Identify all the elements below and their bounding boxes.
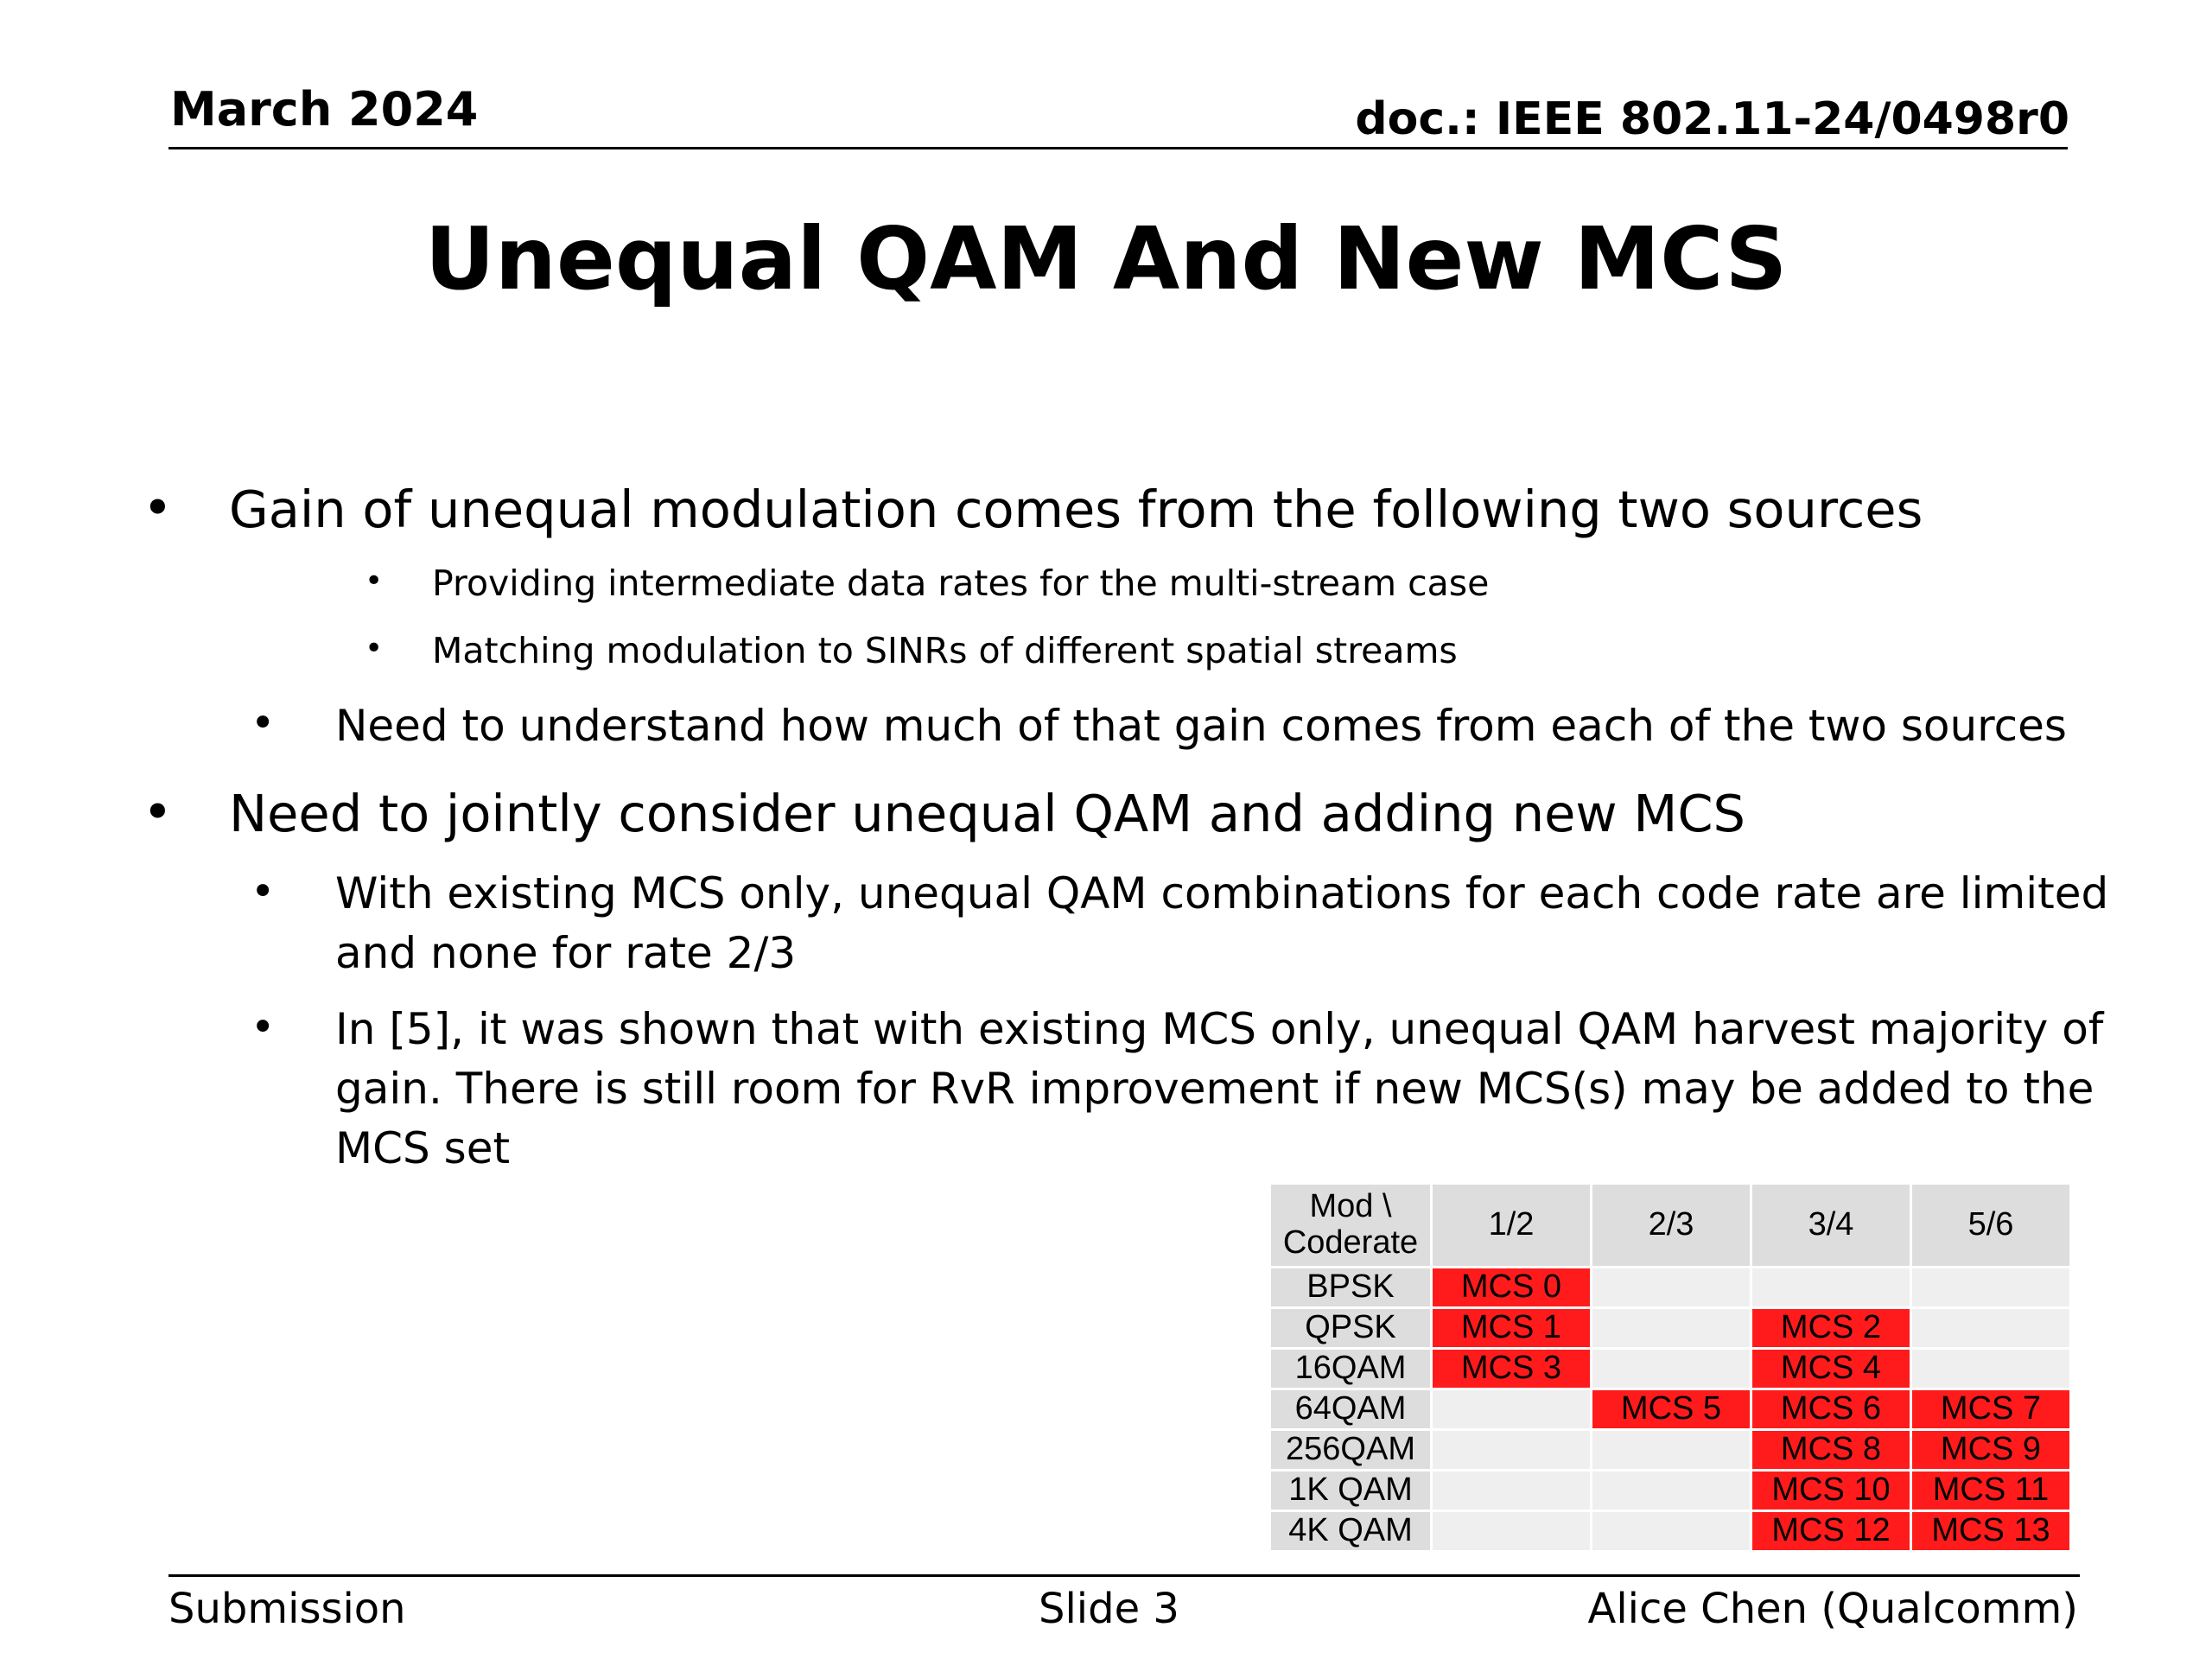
empty-cell [1592, 1511, 1751, 1552]
mcs-cell: MCS 6 [1751, 1389, 1911, 1430]
empty-cell [1911, 1308, 2071, 1349]
bullet-marker: • [251, 1003, 276, 1052]
mcs-cell: MCS 10 [1751, 1471, 1911, 1511]
mcs-cell: MCS 0 [1432, 1268, 1592, 1308]
mcs-cell: MCS 11 [1911, 1471, 2071, 1511]
sub-bullet-intermediate-rates [365, 563, 1490, 604]
footer-author: Alice Chen (Qualcomm) [1587, 1585, 2078, 1633]
empty-cell [1911, 1349, 2071, 1389]
mcs-table-row [1270, 1471, 2071, 1511]
mcs-cell: MCS 1 [1432, 1308, 1592, 1349]
mcs-cell: MCS 4 [1751, 1349, 1911, 1389]
slide-title: Unequal QAM And New MCS [424, 208, 1788, 309]
column-header: 5/6 [1911, 1184, 2071, 1268]
bullet-marker: • [143, 782, 173, 842]
empty-cell [1432, 1511, 1592, 1552]
sub-bullet-matching-sinr [365, 630, 1458, 671]
mcs-table-header-row [1270, 1184, 2071, 1268]
empty-cell [1432, 1430, 1592, 1471]
bullet-text-line: MCS set [335, 1123, 511, 1173]
bullet-marker: • [251, 699, 276, 747]
mcs-table-corner [1270, 1184, 1432, 1268]
header-date: March 2024 [170, 82, 479, 137]
empty-cell [1432, 1471, 1592, 1511]
mcs-table-row [1270, 1511, 2071, 1552]
bullet-understand-gain [251, 699, 2067, 751]
bullet-text: Need to jointly consider unequal QAM and adding new MCS [229, 784, 1745, 843]
bullet-text-line: In [5], it was shown that with existing MCS only, unequal QAM harvest majority of [335, 1004, 2104, 1054]
mcs-table-row [1270, 1389, 2071, 1430]
empty-cell [1911, 1268, 2071, 1308]
corner-label-line: Coderate [1282, 1224, 1419, 1261]
bullet-text: Gain of unequal modulation comes from the following two sources [229, 480, 1923, 539]
bullet-marker: • [143, 478, 173, 537]
empty-cell [1751, 1268, 1911, 1308]
mcs-cell: MCS 8 [1751, 1430, 1911, 1471]
mcs-table-row [1270, 1430, 2071, 1471]
footer-divider [168, 1574, 2080, 1577]
bullet-text-line: With existing MCS only, unequal QAM combinations for each code rate are limited [335, 868, 2109, 918]
row-header-modulation: BPSK [1270, 1268, 1432, 1308]
row-header-modulation: 64QAM [1270, 1389, 1432, 1430]
row-header-modulation: 256QAM [1270, 1430, 1432, 1471]
row-header-modulation: 4K QAM [1270, 1511, 1432, 1552]
mcs-cell: MCS 3 [1432, 1349, 1592, 1389]
empty-cell [1592, 1308, 1751, 1349]
bullet-text: Need to understand how much of that gain comes from each of the two sources [335, 701, 2067, 751]
empty-cell [1592, 1471, 1751, 1511]
bullet-marker: • [251, 868, 276, 916]
empty-cell [1592, 1430, 1751, 1471]
bullet-text: Matching modulation to SINRs of different spatial streams [432, 630, 1458, 671]
column-header: 3/4 [1751, 1184, 1911, 1268]
column-header: 2/3 [1592, 1184, 1751, 1268]
bullet-existing-mcs-limited [251, 864, 2109, 983]
bullet-text-line: and none for rate 2/3 [335, 928, 797, 978]
mcs-cell: MCS 9 [1911, 1430, 2071, 1471]
empty-cell [1592, 1349, 1751, 1389]
mcs-table [1268, 1182, 2072, 1553]
empty-cell [1432, 1389, 1592, 1430]
row-header-modulation: QPSK [1270, 1308, 1432, 1349]
mcs-table-row [1270, 1308, 2071, 1349]
empty-cell [1592, 1268, 1751, 1308]
mcs-table-row [1270, 1349, 2071, 1389]
row-header-modulation: 1K QAM [1270, 1471, 1432, 1511]
bullet-gain-sources [143, 478, 1923, 539]
bullet-marker: • [365, 563, 384, 599]
mcs-cell: MCS 2 [1751, 1308, 1911, 1349]
mcs-table-row [1270, 1268, 2071, 1308]
bullet-joint-consideration [143, 782, 1745, 843]
bullet-text: Providing intermediate data rates for the multi-stream case [432, 563, 1490, 604]
mcs-cell: MCS 12 [1751, 1511, 1911, 1552]
mcs-table-body [1270, 1184, 2071, 1552]
bullet-text-line: gain. There is still room for RvR improvement if new MCS(s) may be added to the [335, 1064, 2094, 1114]
column-header: 1/2 [1432, 1184, 1592, 1268]
mcs-cell: MCS 13 [1911, 1511, 2071, 1552]
bullet-marker: • [365, 631, 384, 666]
corner-label-line: Mod \ [1309, 1188, 1392, 1225]
bullet-reference-5 [251, 1000, 2104, 1179]
footer-submission: Submission [168, 1585, 406, 1633]
header-doc-id: doc.: IEEE 802.11-24/0498r0 [1355, 93, 2069, 145]
row-header-modulation: 16QAM [1270, 1349, 1432, 1389]
mcs-cell: MCS 5 [1592, 1389, 1751, 1430]
footer-slide-number: Slide 3 [1039, 1585, 1179, 1633]
mcs-cell: MCS 7 [1911, 1389, 2071, 1430]
header-divider [168, 147, 2068, 149]
